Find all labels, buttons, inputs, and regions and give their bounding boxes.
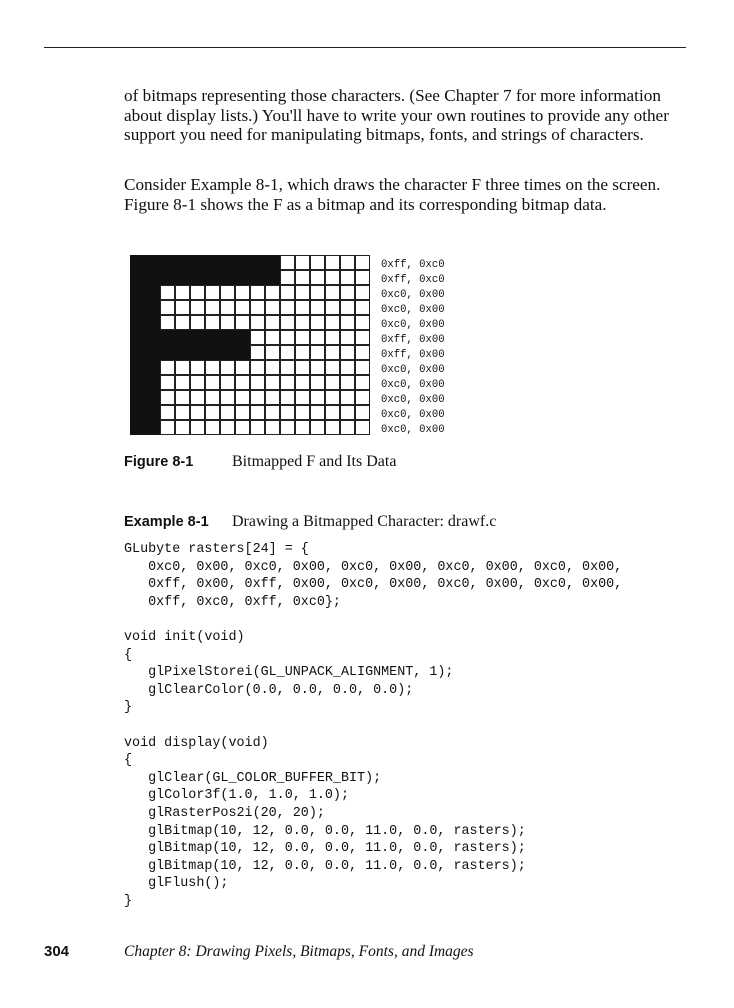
bitmap-pixel-off: [355, 300, 370, 315]
bitmap-pixel-on: [190, 345, 205, 360]
bitmap-pixel-off: [295, 420, 310, 435]
bitmap-pixel-off: [280, 285, 295, 300]
bitmap-pixel-off: [310, 360, 325, 375]
bitmap-pixel-off: [280, 345, 295, 360]
bitmap-pixel-off: [295, 345, 310, 360]
bitmap-pixel-off: [295, 315, 310, 330]
code-line: [124, 717, 622, 735]
bitmap-pixel-off: [340, 270, 355, 285]
bitmap-pixel-off: [340, 390, 355, 405]
bitmap-pixel-off: [310, 330, 325, 345]
hex-row: 0xff, 0xc0: [381, 259, 445, 271]
bitmap-pixel-off: [355, 360, 370, 375]
bitmap-pixel-off: [175, 405, 190, 420]
bitmap-pixel-off: [175, 360, 190, 375]
bitmap-pixel-on: [205, 345, 220, 360]
code-line: glBitmap(10, 12, 0.0, 0.0, 11.0, 0.0, rasters);: [124, 823, 526, 839]
bitmap-pixel-off: [190, 405, 205, 420]
bitmap-pixel-off: [235, 405, 250, 420]
bitmap-pixel-off: [310, 420, 325, 435]
body-paragraph-2: Consider Example 8-1, which draws the character F three times on the screen. Figure 8-1 shows the F as a bitmap and its corresponding bitmap data.: [124, 175, 661, 214]
example-label: Example 8-1: [124, 514, 209, 530]
bitmap-pixel-on: [160, 255, 175, 270]
bitmap-pixel-on: [250, 270, 265, 285]
bitmap-pixel-on: [205, 330, 220, 345]
bitmap-pixel-off: [325, 360, 340, 375]
bitmap-pixel-on: [145, 330, 160, 345]
bitmap-pixel-off: [355, 345, 370, 360]
code-line: 0xff, 0xc0, 0xff, 0xc0};: [124, 594, 341, 610]
bitmap-pixel-off: [250, 360, 265, 375]
code-line: 0xc0, 0x00, 0xc0, 0x00, 0xc0, 0x00, 0xc0, 0x00, 0xc0, 0x00,: [124, 559, 623, 575]
bitmap-pixel-on: [145, 315, 160, 330]
bitmap-pixel-on: [130, 420, 145, 435]
bitmap-pixel-off: [325, 420, 340, 435]
bitmap-pixel-off: [220, 420, 235, 435]
bitmap-pixel-off: [295, 255, 310, 270]
bitmap-pixel-on: [145, 345, 160, 360]
bitmap-pixel-off: [205, 360, 220, 375]
bitmap-pixel-on: [175, 330, 190, 345]
bitmap-pixel-off: [175, 315, 190, 330]
bitmap-pixel-off: [355, 375, 370, 390]
bitmap-pixel-off: [235, 420, 250, 435]
bitmap-pixel-on: [220, 330, 235, 345]
bitmap-pixel-off: [265, 405, 280, 420]
bitmap-pixel-on: [250, 255, 265, 270]
code-line: glColor3f(1.0, 1.0, 1.0);: [124, 788, 349, 804]
bitmap-pixel-off: [280, 405, 295, 420]
bitmap-pixel-off: [250, 330, 265, 345]
bitmap-pixel-off: [340, 315, 355, 330]
bitmap-pixel-off: [205, 300, 220, 315]
bitmap-pixel-on: [205, 255, 220, 270]
bitmap-pixel-on: [175, 270, 190, 285]
hex-row: 0xff, 0x00: [381, 349, 445, 361]
bitmap-pixel-off: [220, 360, 235, 375]
bitmap-pixel-off: [310, 300, 325, 315]
bitmap-pixel-on: [145, 300, 160, 315]
bitmap-pixel-off: [310, 315, 325, 330]
bitmap-pixel-off: [250, 345, 265, 360]
code-line: {: [124, 753, 133, 769]
bitmap-pixel-off: [295, 270, 310, 285]
hex-row: 0xc0, 0x00: [381, 424, 445, 436]
code-line: }: [124, 700, 133, 716]
bitmap-pixel-off: [280, 360, 295, 375]
bitmap-pixel-off: [250, 405, 265, 420]
bitmap-pixel-off: [310, 270, 325, 285]
bitmap-pixel-on: [145, 360, 160, 375]
bitmap-pixel-off: [235, 360, 250, 375]
bitmap-pixel-off: [190, 315, 205, 330]
bitmap-pixel-off: [340, 375, 355, 390]
running-title: Chapter 8: Drawing Pixels, Bitmaps, Fonts, and Images: [124, 943, 474, 960]
bitmap-pixel-off: [265, 345, 280, 360]
code-line: glFlush();: [124, 876, 229, 892]
bitmap-pixel-off: [235, 390, 250, 405]
hex-row: 0xc0, 0x00: [381, 364, 445, 376]
bitmap-pixel-off: [295, 285, 310, 300]
bitmap-pixel-off: [265, 330, 280, 345]
bitmap-pixel-off: [175, 285, 190, 300]
bitmap-pixel-off: [280, 270, 295, 285]
bitmap-pixel-on: [130, 375, 145, 390]
bitmap-pixel-off: [310, 345, 325, 360]
hex-row: 0xc0, 0x00: [381, 394, 445, 406]
bitmap-pixel-off: [295, 390, 310, 405]
bitmap-pixel-on: [220, 270, 235, 285]
header-rule: [44, 47, 686, 48]
bitmap-pixel-off: [310, 285, 325, 300]
bitmap-pixel-off: [190, 285, 205, 300]
bitmap-pixel-off: [190, 420, 205, 435]
bitmap-pixel-off: [310, 255, 325, 270]
bitmap-pixel-off: [280, 420, 295, 435]
bitmap-pixel-off: [235, 375, 250, 390]
bitmap-pixel-on: [130, 345, 145, 360]
code-line: }: [124, 893, 133, 909]
bitmap-pixel-on: [160, 270, 175, 285]
bitmap-pixel-off: [310, 390, 325, 405]
bitmap-pixel-off: [280, 315, 295, 330]
bitmap-pixel-off: [250, 375, 265, 390]
bitmap-pixel-on: [145, 405, 160, 420]
bitmap-pixel-off: [220, 285, 235, 300]
bitmap-pixel-off: [340, 255, 355, 270]
bitmap-pixel-off: [280, 300, 295, 315]
bitmap-pixel-off: [265, 390, 280, 405]
bitmap-pixel-off: [175, 390, 190, 405]
bitmap-pixel-off: [355, 285, 370, 300]
bitmap-pixel-off: [205, 375, 220, 390]
bitmap-pixel-on: [130, 270, 145, 285]
example-caption: Drawing a Bitmapped Character: drawf.c: [232, 513, 497, 530]
figure-hex-data: [381, 258, 445, 438]
bitmap-pixel-off: [265, 285, 280, 300]
figure-caption: Bitmapped F and Its Data: [232, 453, 397, 470]
bitmap-pixel-on: [220, 345, 235, 360]
bitmap-pixel-off: [340, 330, 355, 345]
bitmap-pixel-on: [130, 255, 145, 270]
bitmap-pixel-off: [160, 285, 175, 300]
bitmap-pixel-off: [265, 375, 280, 390]
bitmap-pixel-off: [325, 270, 340, 285]
bitmap-pixel-off: [325, 345, 340, 360]
code-line: glPixelStorei(GL_UNPACK_ALIGNMENT, 1);: [124, 665, 454, 681]
bitmap-pixel-off: [295, 330, 310, 345]
code-line: {: [124, 647, 133, 663]
bitmap-pixel-off: [205, 390, 220, 405]
bitmap-pixel-off: [235, 285, 250, 300]
bitmap-pixel-on: [235, 330, 250, 345]
body-paragraph-1: of bitmaps representing those characters. (See Chapter 7 for more information about display lists.) You'll have to write your own routines to provide any other support you need for manipulating bitmaps, fonts, and strings of characters.: [124, 86, 669, 145]
bitmap-pixel-on: [160, 330, 175, 345]
bitmap-pixel-off: [325, 375, 340, 390]
bitmap-pixel-off: [220, 315, 235, 330]
bitmap-pixel-off: [160, 390, 175, 405]
bitmap-pixel-off: [325, 255, 340, 270]
hex-row: 0xc0, 0x00: [381, 289, 445, 301]
hex-row: 0xff, 0xc0: [381, 274, 445, 286]
code-line: GLubyte rasters[24] = {: [124, 542, 309, 557]
bitmap-pixel-on: [130, 390, 145, 405]
bitmap-pixel-off: [280, 375, 295, 390]
bitmap-pixel-on: [145, 390, 160, 405]
bitmap-pixel-on: [175, 345, 190, 360]
bitmap-pixel-on: [205, 270, 220, 285]
bitmap-pixel-off: [235, 300, 250, 315]
code-listing: [124, 541, 622, 910]
bitmap-pixel-on: [160, 345, 175, 360]
bitmap-pixel-off: [220, 300, 235, 315]
bitmap-pixel-on: [265, 270, 280, 285]
bitmap-pixel-off: [160, 360, 175, 375]
bitmap-pixel-off: [340, 300, 355, 315]
bitmap-pixel-off: [340, 345, 355, 360]
bitmap-pixel-off: [340, 360, 355, 375]
bitmap-pixel-off: [325, 330, 340, 345]
bitmap-pixel-off: [190, 300, 205, 315]
bitmap-pixel-off: [295, 375, 310, 390]
bitmap-pixel-on: [220, 255, 235, 270]
bitmap-pixel-off: [355, 315, 370, 330]
code-line: void display(void): [124, 735, 269, 751]
bitmap-pixel-off: [160, 375, 175, 390]
bitmap-pixel-off: [295, 300, 310, 315]
code-line: glRasterPos2i(20, 20);: [124, 805, 325, 821]
hex-row: 0xc0, 0x00: [381, 319, 445, 331]
bitmap-pixel-on: [190, 330, 205, 345]
bitmap-pixel-off: [265, 360, 280, 375]
bitmap-pixel-off: [295, 360, 310, 375]
bitmap-pixel-off: [355, 330, 370, 345]
bitmap-pixel-off: [280, 330, 295, 345]
bitmap-pixel-on: [145, 420, 160, 435]
figure-label: Figure 8-1: [124, 454, 194, 470]
bitmap-pixel-off: [250, 315, 265, 330]
bitmap-pixel-off: [280, 390, 295, 405]
code-line: glClear(GL_COLOR_BUFFER_BIT);: [124, 770, 382, 786]
bitmap-pixel-off: [190, 360, 205, 375]
bitmap-pixel-off: [175, 375, 190, 390]
bitmap-pixel-off: [235, 315, 250, 330]
bitmap-pixel-off: [325, 315, 340, 330]
bitmap-pixel-off: [325, 390, 340, 405]
bitmap-pixel-off: [250, 420, 265, 435]
bitmap-pixel-off: [355, 255, 370, 270]
bitmap-pixel-on: [175, 255, 190, 270]
code-line: glBitmap(10, 12, 0.0, 0.0, 11.0, 0.0, rasters);: [124, 841, 526, 857]
bitmap-pixel-off: [265, 315, 280, 330]
bitmap-pixel-on: [145, 375, 160, 390]
bitmap-pixel-off: [355, 420, 370, 435]
code-line: glBitmap(10, 12, 0.0, 0.0, 11.0, 0.0, rasters);: [124, 858, 526, 874]
bitmap-pixel-off: [205, 315, 220, 330]
bitmap-pixel-on: [130, 300, 145, 315]
bitmap-pixel-on: [190, 255, 205, 270]
bitmap-pixel-off: [340, 405, 355, 420]
bitmap-pixel-on: [235, 345, 250, 360]
bitmap-pixel-on: [235, 255, 250, 270]
page-number: 304: [44, 943, 70, 960]
bitmap-pixel-off: [355, 270, 370, 285]
code-line: 0xff, 0x00, 0xff, 0x00, 0xc0, 0x00, 0xc0, 0x00, 0xc0, 0x00,: [124, 577, 623, 593]
hex-row: 0xc0, 0x00: [381, 409, 445, 421]
bitmap-pixel-off: [220, 390, 235, 405]
code-line: glClearColor(0.0, 0.0, 0.0, 0.0);: [124, 682, 414, 698]
bitmap-pixel-off: [190, 390, 205, 405]
bitmap-pixel-on: [130, 315, 145, 330]
hex-row: 0xff, 0x00: [381, 334, 445, 346]
bitmap-pixel-off: [340, 420, 355, 435]
figure-bitmap-grid: [130, 255, 370, 435]
bitmap-pixel-off: [205, 405, 220, 420]
bitmap-pixel-off: [160, 300, 175, 315]
bitmap-pixel-on: [235, 270, 250, 285]
bitmap-pixel-off: [355, 405, 370, 420]
bitmap-pixel-off: [310, 375, 325, 390]
bitmap-pixel-off: [250, 390, 265, 405]
bitmap-pixel-on: [130, 330, 145, 345]
bitmap-pixel-off: [160, 405, 175, 420]
bitmap-pixel-on: [265, 255, 280, 270]
bitmap-pixel-off: [190, 375, 205, 390]
bitmap-pixel-off: [160, 315, 175, 330]
bitmap-pixel-on: [130, 405, 145, 420]
bitmap-pixel-on: [145, 270, 160, 285]
bitmap-pixel-off: [325, 405, 340, 420]
bitmap-pixel-on: [145, 285, 160, 300]
bitmap-pixel-on: [130, 285, 145, 300]
bitmap-pixel-off: [310, 405, 325, 420]
bitmap-pixel-off: [340, 285, 355, 300]
bitmap-pixel-off: [265, 300, 280, 315]
bitmap-pixel-off: [250, 285, 265, 300]
bitmap-pixel-off: [220, 405, 235, 420]
bitmap-pixel-off: [205, 420, 220, 435]
bitmap-pixel-on: [190, 270, 205, 285]
bitmap-pixel-off: [265, 420, 280, 435]
hex-row: 0xc0, 0x00: [381, 379, 445, 391]
bitmap-pixel-off: [295, 405, 310, 420]
bitmap-pixel-off: [175, 420, 190, 435]
code-line: void init(void): [124, 629, 245, 645]
bitmap-pixel-off: [325, 285, 340, 300]
bitmap-pixel-off: [250, 300, 265, 315]
code-line: [124, 611, 622, 629]
bitmap-pixel-off: [355, 390, 370, 405]
bitmap-pixel-off: [220, 375, 235, 390]
bitmap-pixel-off: [325, 300, 340, 315]
bitmap-pixel-off: [280, 255, 295, 270]
bitmap-pixel-on: [130, 360, 145, 375]
bitmap-pixel-off: [205, 285, 220, 300]
bitmap-pixel-off: [160, 420, 175, 435]
bitmap-pixel-off: [175, 300, 190, 315]
hex-row: 0xc0, 0x00: [381, 304, 445, 316]
bitmap-pixel-on: [145, 255, 160, 270]
